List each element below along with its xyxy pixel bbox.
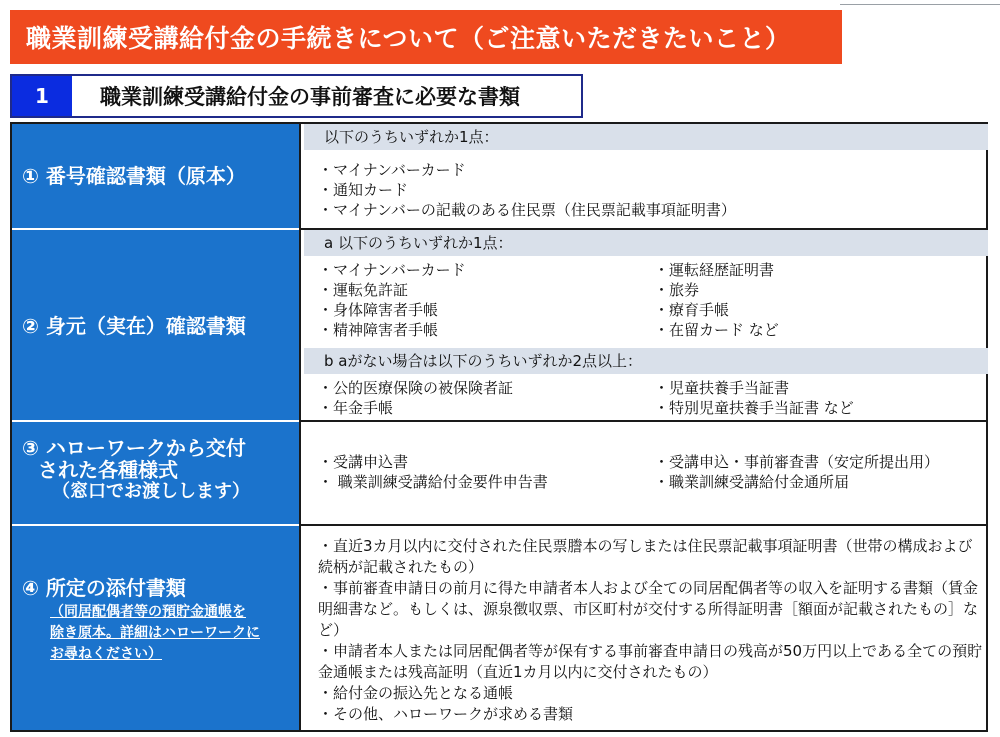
row3-label-line1: ③ ハローワークから交付	[22, 436, 246, 460]
list-item: ・身体障害者手帳	[318, 301, 439, 319]
list-item: ・マイナンバーカード	[318, 161, 466, 179]
paragraph-item: ・その他、ハローワークが求める書類	[318, 705, 574, 723]
row4-label-cell	[12, 526, 301, 730]
paragraph-item: ・事前審査申請日の前月に得た申請者本人および全ての同居配偶者等の収入を証明する書類（賃金明細書など。もしくは、源泉徴収票、市区町村が交付する所得証明書［額面が記載されたもの］など）	[318, 579, 979, 639]
top-border-line	[840, 4, 1000, 5]
row3-label-line2: された各種様式	[38, 458, 178, 482]
list-item: ・職業訓練受講給付金通所届	[654, 473, 850, 491]
paragraph-item: ・給付金の振込先となる通帳	[318, 684, 514, 702]
row2-label: ② 身元（実在）確認書類	[22, 314, 246, 338]
paragraph-item: ・申請者本人または同居配偶者等が保有する事前審査申請日の残高が50万円以上である全ての預貯金通帳または残高証明（直近1カ月以内に交付されたもの）	[318, 642, 983, 681]
section-header	[10, 74, 583, 118]
row3-content	[304, 422, 988, 524]
row3-label-line3: （窓口でお渡しします）	[52, 481, 250, 502]
row4-note-line1: （同居配偶者等の預貯金通帳を	[50, 604, 246, 620]
row4-note-line3: お尋ねください）	[50, 646, 162, 662]
column-divider	[299, 124, 301, 730]
list-item: ・公的医療保険の被保険者証	[318, 379, 514, 397]
required-documents-table	[10, 122, 988, 732]
row3-label-cell	[12, 422, 301, 526]
list-item: ・旅券	[654, 281, 700, 299]
row4-note-line2: 除き原本。詳細はハローワークに	[50, 625, 260, 641]
row4-label: ④ 所定の添付書類	[22, 576, 186, 600]
row1-label-cell	[12, 124, 301, 230]
list-item: ・年金手帳	[318, 399, 394, 417]
paragraph-item: ・直近3カ月以内に交付された住民票謄本の写しまたは住民票記載事項証明書（世帯の構成および続柄が記載されたもの）	[318, 537, 973, 576]
list-item: ・受講申込書	[318, 453, 409, 471]
row1-content	[304, 124, 988, 228]
row2-label-cell	[12, 230, 301, 422]
row2-head-a: a 以下のうちいずれか1点：	[304, 230, 988, 256]
list-item: ・特別児童扶養手当証書 など	[654, 399, 854, 417]
list-item: ・ 職業訓練受講給付金要件申告書	[318, 473, 548, 491]
list-item: ・運転免許証	[318, 281, 409, 299]
row2-head-b: b aがない場合は以下のうちいずれか2点以上：	[304, 348, 988, 374]
list-item: ・療育手帳	[654, 301, 730, 319]
list-item: ・在留カード など	[654, 321, 779, 339]
page-title	[10, 10, 842, 64]
row4-content	[304, 526, 988, 730]
section-number: 1	[12, 76, 72, 116]
list-item: ・マイナンバーカード	[318, 261, 466, 279]
list-item: ・マイナンバーの記載のある住民票（住民票記載事項証明書）	[318, 201, 736, 219]
row1-label: ① 番号確認書類（原本）	[22, 164, 246, 188]
section-title: 職業訓練受講給付金の事前審査に必要な書類	[100, 85, 520, 109]
list-item: ・通知カード	[318, 181, 409, 199]
list-item: ・運転経歴証明書	[654, 261, 775, 279]
row2-content	[304, 230, 988, 420]
row1-head: 以下のうちいずれか1点：	[304, 124, 988, 150]
list-item: ・精神障害者手帳	[318, 321, 439, 339]
list-item: ・受講申込・事前審査書（安定所提出用）	[654, 453, 940, 471]
page-title-text: 職業訓練受講給付金の手続きについて（ご注意いただきたいこと）	[26, 24, 791, 53]
list-item: ・児童扶養手当証書	[654, 379, 790, 397]
